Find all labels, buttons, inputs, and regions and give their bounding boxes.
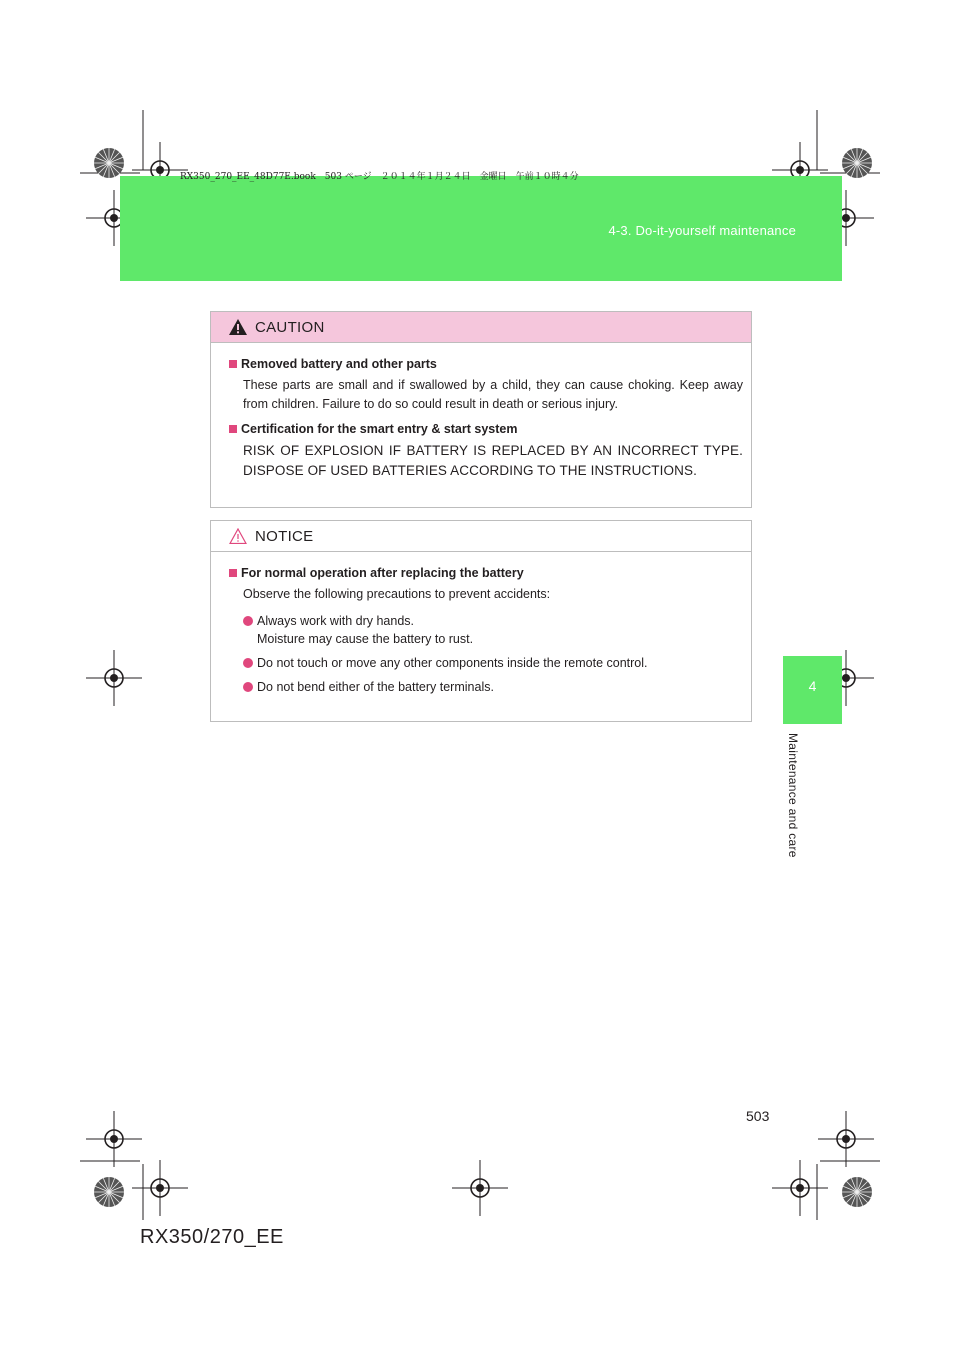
square-bullet-icon xyxy=(229,425,237,433)
list-item: Always work with dry hands. Moisture may cause the battery to rust. xyxy=(243,612,743,648)
round-bullet-icon xyxy=(243,682,253,692)
section-title: 4-3. Do-it-yourself maintenance xyxy=(608,223,796,238)
notice-title: NOTICE xyxy=(255,527,314,545)
round-bullet-icon xyxy=(243,658,253,668)
notice-header xyxy=(211,521,751,552)
caution-item-text: RISK OF EXPLOSION IF BATTERY IS REPLACED BY AN INCORRECT TYPE. DISPOSE OF USED BATTERIES ACCORDING TO THE INSTRUCTIONS. xyxy=(243,443,743,478)
chapter-number: 4 xyxy=(808,678,817,694)
warning-triangle-icon xyxy=(229,319,247,335)
chapter-label: Maintenance and care xyxy=(786,733,800,858)
notice-item-heading: For normal operation after replacing the battery xyxy=(229,566,743,580)
caution-title: CAUTION xyxy=(255,318,325,336)
caution-header xyxy=(211,312,751,343)
model-code: RX350/270_EE xyxy=(140,1226,284,1248)
print-info: RX350_270_EE_48D77E.book 503 ページ ２０１４年１月２４日 金曜日 午前１０時４分 xyxy=(180,172,579,182)
chapter-tab xyxy=(783,656,842,724)
notice-box xyxy=(210,520,752,722)
square-bullet-icon xyxy=(229,360,237,368)
notice-intro: Observe the following precautions to prevent accidents: xyxy=(243,587,551,601)
caution-item-heading: Removed battery and other parts xyxy=(229,357,743,371)
caution-box xyxy=(210,311,752,508)
round-bullet-icon xyxy=(243,616,253,626)
caution-item-heading: Certification for the smart entry & start system xyxy=(229,422,743,436)
square-bullet-icon xyxy=(229,569,237,577)
list-item: Do not bend either of the battery terminals. xyxy=(243,678,743,696)
notice-triangle-icon xyxy=(229,528,247,544)
list-item: Do not touch or move any other components inside the remote control. xyxy=(243,654,743,672)
caution-item-text: These parts are small and if swallowed by a child, they can cause choking. Keep away from children. Failure to do so could result in death or serious injury. xyxy=(243,378,743,411)
page-number: 503 xyxy=(746,1108,770,1124)
